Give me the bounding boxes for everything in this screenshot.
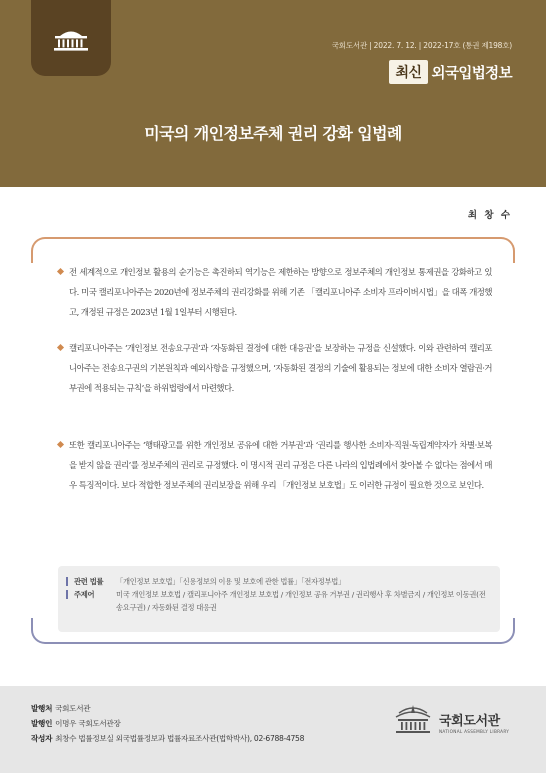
library-name: 국회도서관 bbox=[439, 714, 500, 729]
national-assembly-building-icon bbox=[51, 26, 91, 52]
label-bar-icon bbox=[66, 590, 68, 599]
national-assembly-library-logo-icon bbox=[393, 704, 433, 738]
bullet-text: 캘리포니아주는 ‘개인정보 전송요구권’과 ‘자동화된 결정에 대한 대응권’을 보장하는 규정을 신설했다. 이와 관련하여 캘리포니아주는 전송요구권의 기본원칙과 예외사항을 규정했으며, ‘자동화된 결정의 기술에 활용되는 정보에 대한 소비자 열람권·거부권에 적용되는 규칙’을 하위법령에서 마련했다. bbox=[69, 343, 492, 393]
issue-info: 국회도서관 | 2022. 7. 12. | 2022-17호 (통권 제198호) bbox=[331, 41, 512, 50]
diamond-bullet-icon bbox=[57, 441, 64, 448]
diamond-bullet-icon bbox=[57, 268, 64, 275]
library-name-en: NATIONAL ASSEMBLY LIBRARY bbox=[439, 729, 510, 734]
publication-info bbox=[31, 701, 304, 746]
keywords-label: 주제어 bbox=[66, 588, 116, 614]
keywords: 미국 개인정보 보호법 / 캘리포니아주 개인정보 보호법 / 개인정보 공유 거부권 / 권리행사 후 차별금지 / 개인정보 이동권(전송요구권) / 자동화된 결정 대응권 bbox=[116, 590, 486, 612]
writer-line: 작성자 최창수 법률정보실 외국법률정보과 법률자료조사관(법학박사), 02-6788-4758 bbox=[31, 734, 305, 743]
publisher-line: 발행처 국회도서관 bbox=[31, 704, 91, 713]
library-logo bbox=[393, 704, 523, 744]
label-bar-icon bbox=[66, 577, 68, 586]
header-band bbox=[0, 0, 546, 187]
summary-bullet bbox=[58, 262, 492, 338]
bullet-text: 전 세계적으로 개인정보 활용의 순기능은 촉진하되 역기능은 제한하는 방향으로 정보주체의 개인정보 통제권을 강화하고 있다. 미국 캘리포니아주는 2020년에 정보주체의 권리강화를 위해 기존 「캘리포니아주 소비자 프라이버시법」을 대폭 개정했고, 개정된 규정은 2023년 1월 1일부터 시행된다. bbox=[69, 267, 492, 317]
series-badge: 최신 bbox=[389, 60, 427, 84]
related-laws-label: 관련 법률 bbox=[66, 575, 116, 588]
bullet-text: 또한 캘리포니아주는 ‘행태광고를 위한 개인정보 공유에 대한 거부권’과 ‘권리를 행사한 소비자·직원·독립계약자가 차별·보복을 받지 않을 권리’를 정보주체의 권리로 규정했다. 이 명시적 권리 규정은 다른 나라의 입법례에서 찾아볼 수 없다는 점에서 매우 특징적이다. 보다 적합한 정보주체의 권리보장을 위해 우리 「개인정보 보호법」도 이러한 규정이 필요한 것으로 보인다. bbox=[69, 440, 492, 490]
summary-frame-top bbox=[31, 237, 515, 263]
document-title: 미국의 개인정보주체 권리 강화 입법례 bbox=[144, 124, 402, 143]
footer bbox=[0, 686, 546, 773]
keywords-row bbox=[66, 588, 500, 614]
summary-bullet bbox=[58, 435, 492, 535]
related-laws-row bbox=[66, 575, 500, 588]
logo-box bbox=[31, 0, 111, 76]
summary-bullets bbox=[58, 262, 492, 535]
summary-frame-bottom bbox=[31, 618, 515, 644]
diamond-bullet-icon bbox=[57, 344, 64, 351]
related-laws: 「개인정보 보호법」「신용정보의 이용 및 보호에 관한 법률」「전자정부법」 bbox=[116, 577, 346, 586]
issuer-line: 발행인 이명우 국회도서관장 bbox=[31, 719, 121, 728]
series-name: 외국입법정보 bbox=[431, 65, 512, 82]
author-name: 최 창 수 bbox=[467, 210, 512, 221]
summary-bullet bbox=[58, 338, 492, 435]
series-label bbox=[389, 60, 512, 84]
